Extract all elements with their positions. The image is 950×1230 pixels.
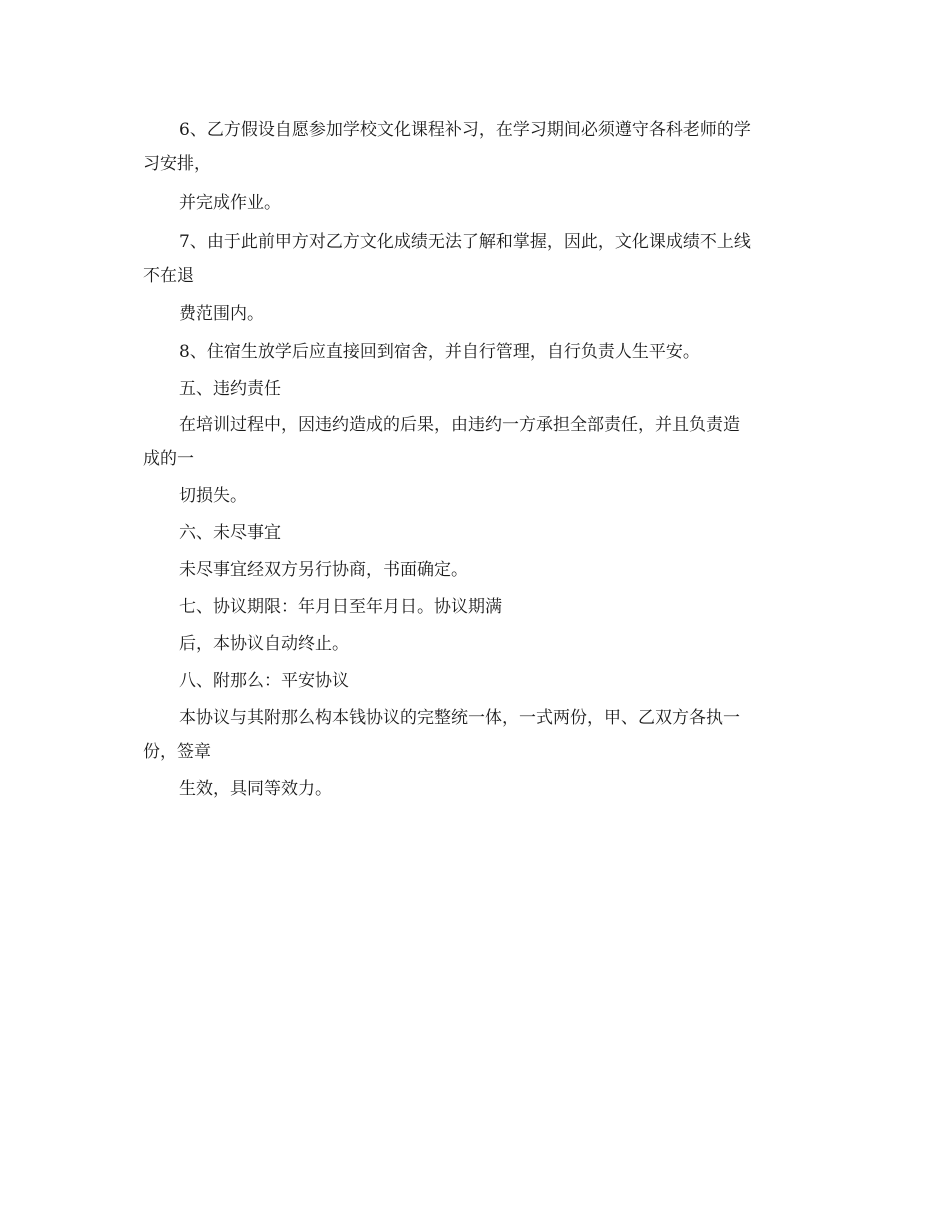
section-5-line-2: 成的一 — [143, 449, 194, 469]
section-7-line-2: 后，本协议自动终止。 — [179, 634, 349, 654]
section-8-line-1: 本协议与其附那么构本钱协议的完整统一体，一式两份，甲、乙双方各执一 — [179, 708, 740, 728]
section-6-heading: 六、未尽事宜 — [179, 523, 281, 543]
clause-7-line-3: 费范围内。 — [179, 304, 264, 324]
clause-6-line-2: 习安排， — [143, 154, 211, 174]
section-5-line-3: 切损失。 — [179, 486, 247, 506]
clause-7-line-2: 不在退 — [143, 266, 194, 286]
section-7-line-1: 七、协议期限：年月日至年月日。协议期满 — [179, 597, 502, 617]
clause-6-line-1: 6、乙方假设自愿参加学校文化课程补习，在学习期间必须遵守各科老师的学 — [179, 120, 751, 140]
section-5-line-1: 在培训过程中，因违约造成的后果，由违约一方承担全部责任，并且负责造 — [179, 415, 740, 435]
section-5-heading: 五、违约责任 — [179, 379, 281, 399]
section-8-line-3: 生效，具同等效力。 — [179, 779, 332, 799]
section-8-heading: 八、附那么：平安协议 — [179, 671, 349, 691]
clause-8-line-1: 8、住宿生放学后应直接回到宿舍，并自行管理，自行负责人生平安。 — [179, 342, 700, 362]
clause-6-line-3: 并完成作业。 — [179, 193, 281, 213]
clause-7-line-1: 7、由于此前甲方对乙方文化成绩无法了解和掌握，因此，文化课成绩不上线 — [179, 232, 751, 252]
section-6-line-1: 未尽事宜经双方另行协商，书面确定。 — [179, 560, 468, 580]
section-8-line-2: 份，签章 — [143, 742, 211, 762]
